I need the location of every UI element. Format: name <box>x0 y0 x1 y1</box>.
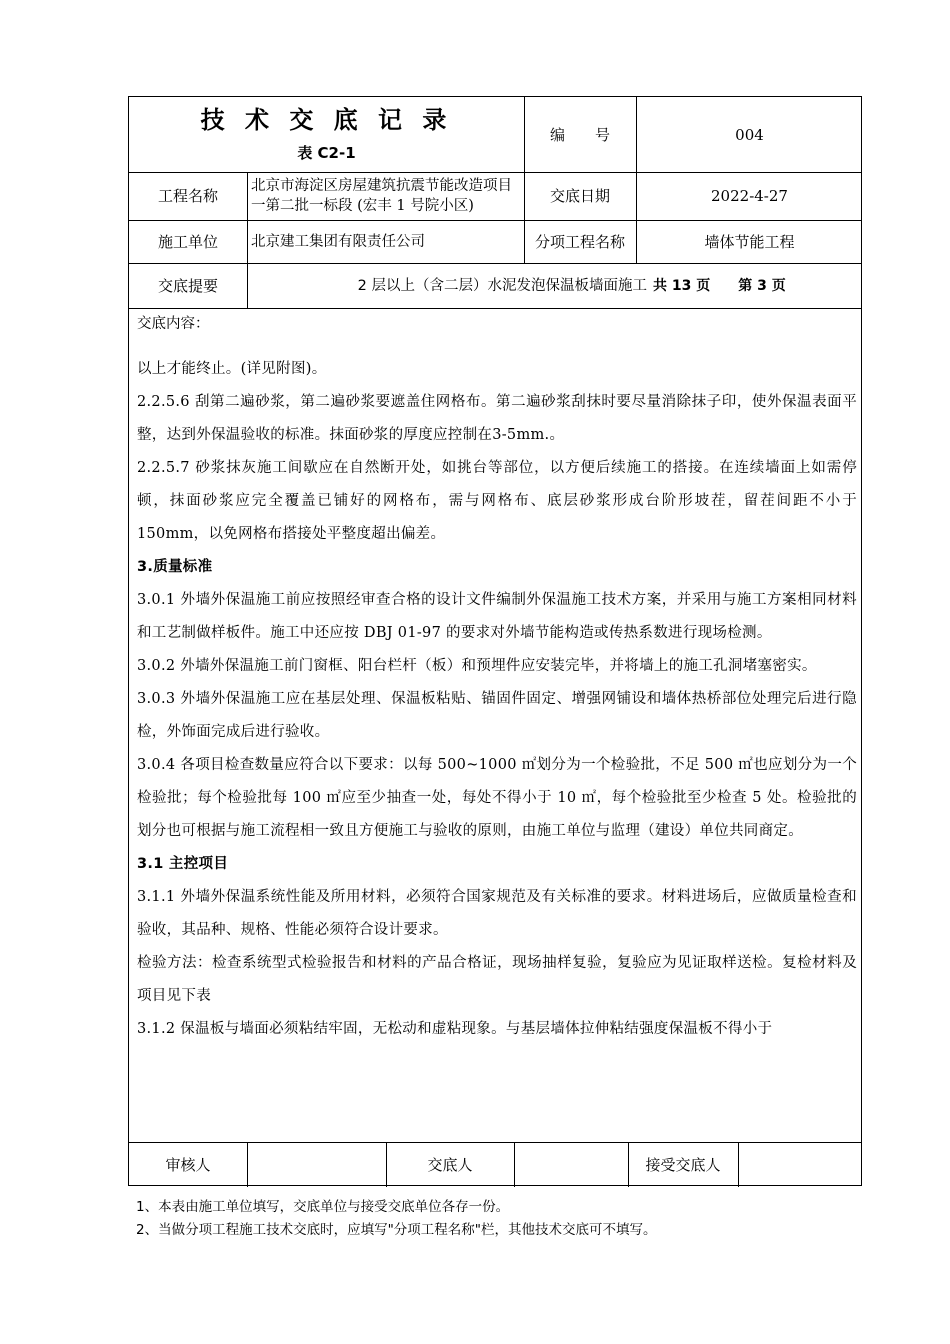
form-number: 表 C2-1 <box>297 144 356 162</box>
number-label: 编 号 <box>549 125 610 144</box>
content-paragraph: 3.0.2 外墙外保温施工前门窗框、阳台栏杆（板）和预埋件应安装完毕，并将墙上的施工孔洞堵塞密实。 <box>137 658 817 674</box>
discloser-signature-field[interactable] <box>514 1142 628 1187</box>
reviewer-signature-field[interactable] <box>247 1142 386 1187</box>
summary-value: 2 层以上（含二层）水泥发泡保温板墙面施工 <box>357 277 647 294</box>
content-paragraph: 3.0.4 各项目检查数量应符合以下要求：以每 500~1000 ㎡划分为一个检验批，不足 500 ㎡也应划分为一个检验批；每个检验批每 100 ㎡应至少抽查一处，每处不得小于 10 ㎡，每个检验批至少检查 5 处。检验批的划分也可根据与施工流程相一致且方便施工与验收的原则，由施工单位与监理（建设）单位共同商定。 <box>137 757 857 839</box>
record-form <box>128 96 862 1186</box>
discloser-label: 交底人 <box>427 1155 473 1174</box>
form-title: 技 术 交 底 记 录 <box>200 106 453 134</box>
content-paragraph: 3.1.1 外墙外保温系统性能及所用材料，必须符合国家规范及有关标准的要求。材料进场后，应做质量检查和验收，其品种、规格、性能必须符合设计要求。 <box>137 889 857 938</box>
content-paragraph: 以上才能终止。(详见附图)。 <box>137 361 327 377</box>
footnotes <box>136 1196 657 1242</box>
row-divider <box>129 308 861 309</box>
sub-project-label: 分项工程名称 <box>534 232 625 251</box>
reviewer-label: 审核人 <box>165 1155 211 1174</box>
content-paragraph: 2.2.5.7 砂浆抹灰施工间歇应在自然断开处，如挑台等部位，以方便后续施工的搭接。在连续墙面上如需停顿，抹面砂浆应完全覆盖已铺好的网格布，需与网格布、底层砂浆形成台阶形坡茬，留茬间距不小于 150mm，以免网格布搭接处平整度超出偏差。 <box>137 460 857 542</box>
project-name-value: 北京市海淀区房屋建筑抗震节能改造项目一第二批一标段 (宏丰 1 号院小区) <box>251 178 512 214</box>
project-name-label: 工程名称 <box>157 187 218 205</box>
sub-project-value: 墙体节能工程 <box>704 232 795 251</box>
section-heading: 3.1 主控项目 <box>137 856 229 872</box>
content-body <box>137 353 857 1046</box>
construction-unit-label: 施工单位 <box>157 232 218 251</box>
disclosure-date-label: 交底日期 <box>549 187 610 205</box>
section-heading: 3.质量标准 <box>137 559 213 575</box>
summary-label: 交底提要 <box>157 276 218 295</box>
page-count: 共 13 页 第 3 页 <box>653 277 786 294</box>
number-value: 004 <box>735 125 764 144</box>
receiver-signature-field[interactable] <box>738 1142 863 1187</box>
content-paragraph: 检验方法：检查系统型式检验报告和材料的产品合格证，现场抽样复验，复验应为见证取样送检。复检材料及项目见下表 <box>137 955 857 1004</box>
construction-unit-value: 北京建工集团有限责任公司 <box>251 233 425 250</box>
footnote: 2、当做分项工程施工技术交底时，应填写"分项工程名称"栏，其他技术交底可不填写。 <box>136 1222 657 1238</box>
content-paragraph: 2.2.5.6 刮第二遍砂浆，第二遍砂浆要遮盖住网格布。第二遍砂浆刮抹时要尽量消除抹子印，使外保温表面平整，达到外保温验收的标准。抹面砂浆的厚度应控制在3-5mm.。 <box>137 394 857 443</box>
disclosure-date-value: 2022-4-27 <box>711 187 788 205</box>
content-paragraph: 3.1.2 保温板与墙面必须粘结牢固，无松动和虚粘现象。与基层墙体拉伸粘结强度保温板不得小于 <box>137 1021 773 1037</box>
content-paragraph: 3.0.3 外墙外保温施工应在基层处理、保温板粘贴、锚固件固定、增强网铺设和墙体热桥部位处理完后进行隐检，外饰面完成后进行验收。 <box>137 691 857 740</box>
content-label: 交底内容： <box>137 316 210 332</box>
receiver-label: 接受交底人 <box>645 1155 721 1174</box>
footnote: 1、本表由施工单位填写，交底单位与接受交底单位各存一份。 <box>136 1199 510 1215</box>
content-paragraph: 3.0.1 外墙外保温施工前应按照经审查合格的设计文件编制外保温施工技术方案，并采用与施工方案相同材料和工艺制做样板件。施工中还应按 DBJ 01-97 的要求对外墙节能构造或传热系数进行现场检测。 <box>137 592 857 641</box>
